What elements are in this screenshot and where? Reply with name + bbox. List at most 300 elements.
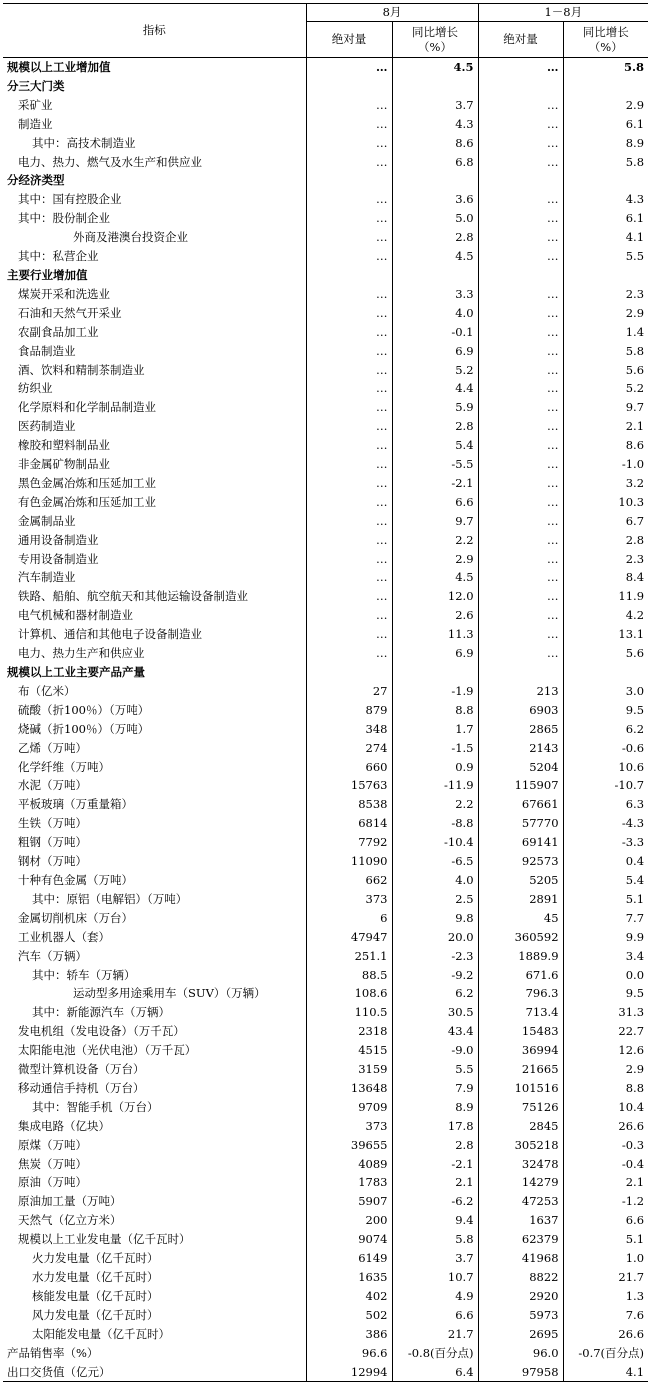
august-absolute: 251.1 [306,947,392,966]
table-row [3,531,648,550]
august-growth: 6.4 [392,1363,478,1382]
indicator-label: 计算机、通信和其他电子设备制造业 [18,627,202,642]
jan-aug-growth: 5.2 [563,379,648,398]
jan-aug-growth: 4.1 [563,1363,648,1382]
jan-aug-absolute: 96.0 [478,1344,563,1363]
table-row [3,720,648,739]
august-growth: 5.5 [392,1060,478,1079]
august-absolute: … [306,96,392,115]
august-growth: 5.4 [392,436,478,455]
indicator-label: 烧碱（折100％）（万吨） [18,721,150,736]
indicator-label: 分经济类型 [7,173,65,188]
table-row [3,417,648,436]
indicator-label: 硫酸（折100％）（万吨） [18,702,150,717]
august-absolute [306,663,392,682]
jan-aug-growth: 13.1 [563,625,648,644]
indicator-label: 电气机械和器材制造业 [18,608,133,623]
jan-aug-absolute: … [478,342,563,361]
jan-aug-absolute [478,663,563,682]
august-absolute: … [306,512,392,531]
august-growth: 2.8 [392,1136,478,1155]
table-row [3,209,648,228]
august-absolute: 15763 [306,776,392,795]
indicator-label: 有色金属冶炼和压延加工业 [18,494,156,509]
august-growth: -8.8 [392,814,478,833]
august-growth: -10.4 [392,833,478,852]
jan-aug-absolute: … [478,115,563,134]
indicator-label: 汽车制造业 [18,570,76,585]
august-growth: -9.0 [392,1041,478,1060]
table-row [3,247,648,266]
august-absolute: … [306,228,392,247]
indicator-label: 水力发电量（亿千瓦时） [32,1270,159,1284]
table-row [3,1173,648,1192]
jan-aug-absolute: 67661 [478,795,563,814]
table-header [3,4,648,58]
august-growth: -9.2 [392,966,478,985]
jan-aug-growth: 6.7 [563,512,648,531]
august-absolute: 6814 [306,814,392,833]
august-growth: -2.3 [392,947,478,966]
table-row [3,852,648,871]
jan-aug-growth: 6.6 [563,1211,648,1230]
jan-aug-growth: 8.9 [563,134,648,153]
jan-aug-absolute [478,171,563,190]
jan-aug-growth: 8.8 [563,1079,648,1098]
section-row [3,266,648,285]
august-growth: -1.5 [392,739,478,758]
august-absolute: … [306,493,392,512]
august-growth: 2.2 [392,531,478,550]
jan-aug-growth: 6.1 [563,115,648,134]
jan-aug-growth: 9.7 [563,398,648,417]
table-row [3,984,648,1003]
table-row [3,342,648,361]
august-growth: 6.2 [392,984,478,1003]
indicator-label: 其中：私营企业 [18,249,99,264]
table-row [3,1155,648,1174]
indicator-label: 汽车（万辆） [18,948,87,963]
indicator-label: 其中：智能手机（万台） [32,1099,159,1114]
august-absolute: 108.6 [306,984,392,1003]
august-absolute: 9074 [306,1230,392,1249]
jan-aug-growth: 10.4 [563,1098,648,1117]
indicator-label: 太阳能电池（光伏电池）（万千瓦） [18,1043,197,1058]
indicator-label: 焦炭（万吨） [18,1156,87,1171]
table-row [3,776,648,795]
header-growth-jan-aug: 同比增长 （%） [563,22,648,58]
august-absolute: … [306,304,392,323]
august-absolute: … [306,474,392,493]
jan-aug-growth: 2.1 [563,417,648,436]
jan-aug-absolute: 75126 [478,1098,563,1117]
indicator-label: 太阳能发电量（亿千瓦时） [32,1326,170,1341]
table-row [3,153,648,172]
jan-aug-growth: 3.4 [563,947,648,966]
jan-aug-growth: 9.5 [563,984,648,1003]
table-row [3,909,648,928]
header-abs-jan-aug: 绝对量 [478,22,563,58]
jan-aug-absolute: … [478,587,563,606]
august-absolute: … [306,342,392,361]
table-row [3,474,648,493]
table-row [3,1287,648,1306]
jan-aug-growth: 6.3 [563,795,648,814]
table-row [3,1136,648,1155]
header-period-august: 8月 [306,4,478,22]
table-row [3,795,648,814]
august-absolute: 502 [306,1306,392,1325]
indicator-label: 粗钢（万吨） [18,835,87,850]
august-growth: 12.0 [392,587,478,606]
table-row [3,190,648,209]
jan-aug-absolute: 41968 [478,1249,563,1268]
august-growth [392,266,478,285]
table-row [3,928,648,947]
jan-aug-growth: 26.6 [563,1325,648,1344]
indicator-label: 生铁（万吨） [18,816,87,831]
indicator-label: 平板玻璃（万重量箱） [18,797,133,812]
august-growth: 5.8 [392,1230,478,1249]
indicator-label: 酒、饮料和精制茶制造业 [18,362,145,377]
indicator-label: 火力发电量（亿千瓦时） [32,1251,159,1266]
jan-aug-absolute: … [478,379,563,398]
indicator-label: 煤炭开采和洗选业 [18,286,110,301]
august-growth: -0.8(百分点) [392,1344,478,1363]
jan-aug-growth: 1.3 [563,1287,648,1306]
august-absolute: 1783 [306,1173,392,1192]
august-absolute: … [306,209,392,228]
jan-aug-growth: 2.8 [563,531,648,550]
august-absolute: … [306,323,392,342]
table-row [3,701,648,720]
jan-aug-growth: 7.7 [563,909,648,928]
jan-aug-absolute: … [478,398,563,417]
indicator-label: 水泥（万吨） [18,778,87,793]
indicator-label: 电力、热力、燃气及水生产和供应业 [18,154,202,169]
indicator-label: 其中：新能源汽车（万辆） [32,1005,170,1020]
table-row [3,739,648,758]
jan-aug-growth: 5.4 [563,871,648,890]
indicator-label: 医药制造业 [18,419,76,434]
table-body [3,58,648,1382]
table-row [3,96,648,115]
table-row [3,1192,648,1211]
table-row [3,1249,648,1268]
august-growth: 4.4 [392,379,478,398]
august-absolute [306,266,392,285]
august-absolute: 660 [306,758,392,777]
august-absolute: 8538 [306,795,392,814]
august-absolute: … [306,531,392,550]
jan-aug-growth: -0.7(百分点) [563,1344,648,1363]
table-row [3,1230,648,1249]
august-absolute: 7792 [306,833,392,852]
jan-aug-absolute: … [478,436,563,455]
jan-aug-growth: 22.7 [563,1022,648,1041]
table-row [3,966,648,985]
august-absolute: 3159 [306,1060,392,1079]
august-absolute: 88.5 [306,966,392,985]
jan-aug-growth: 2.3 [563,285,648,304]
jan-aug-absolute: 45 [478,909,563,928]
jan-aug-growth: 6.2 [563,720,648,739]
august-absolute: … [306,398,392,417]
indicator-label: 通用设备制造业 [18,532,99,547]
indicator-label: 集成电路（亿块） [18,1118,110,1133]
jan-aug-absolute: 62379 [478,1230,563,1249]
indicator-label: 其中：轿车（万辆） [32,967,136,982]
section-row [3,58,648,77]
august-growth: 9.7 [392,512,478,531]
indicator-label: 化学纤维（万吨） [18,759,110,774]
august-absolute: 200 [306,1211,392,1230]
jan-aug-growth [563,77,648,96]
august-growth: 4.0 [392,304,478,323]
august-growth: 3.7 [392,96,478,115]
table-row [3,379,648,398]
august-absolute: … [306,190,392,209]
indicator-label: 分三大门类 [7,78,65,93]
august-growth: 9.4 [392,1211,478,1230]
indicator-label: 主要行业增加值 [7,267,88,282]
indicator-label: 金属制品业 [18,513,76,528]
jan-aug-growth: 5.1 [563,890,648,909]
table-row [3,115,648,134]
jan-aug-growth: 2.9 [563,304,648,323]
header-period-jan-aug: 1－8月 [478,4,648,22]
indicator-label: 钢材（万吨） [18,854,87,869]
jan-aug-growth: 2.1 [563,1173,648,1192]
jan-aug-absolute: … [478,228,563,247]
august-absolute: … [306,568,392,587]
august-absolute: … [306,436,392,455]
jan-aug-absolute: 15483 [478,1022,563,1041]
table-row [3,814,648,833]
jan-aug-absolute: 92573 [478,852,563,871]
august-growth [392,171,478,190]
august-absolute: 662 [306,871,392,890]
jan-aug-growth: 8.6 [563,436,648,455]
august-absolute: 879 [306,701,392,720]
table-row [3,568,648,587]
august-absolute: 4515 [306,1041,392,1060]
august-absolute: 5907 [306,1192,392,1211]
table-row [3,1325,648,1344]
august-absolute: … [306,625,392,644]
august-growth: 4.5 [392,568,478,587]
indicator-label: 其中：原铝（电解铝）（万吨） [32,891,188,906]
jan-aug-absolute: 8822 [478,1268,563,1287]
jan-aug-absolute: … [478,550,563,569]
table-row [3,871,648,890]
august-growth: 10.7 [392,1268,478,1287]
header-indicator: 指标 [3,4,306,58]
jan-aug-growth: 5.5 [563,247,648,266]
jan-aug-absolute: 97958 [478,1363,563,1382]
august-growth: 8.8 [392,701,478,720]
jan-aug-absolute: … [478,568,563,587]
table-row [3,833,648,852]
jan-aug-growth: 0.4 [563,852,648,871]
august-absolute: … [306,247,392,266]
august-absolute: … [306,379,392,398]
jan-aug-absolute: 6903 [478,701,563,720]
august-absolute: 12994 [306,1363,392,1382]
jan-aug-absolute: … [478,285,563,304]
jan-aug-absolute: … [478,493,563,512]
august-absolute: 4089 [306,1155,392,1174]
august-absolute: 47947 [306,928,392,947]
august-growth: 2.9 [392,550,478,569]
indicator-label: 农副食品加工业 [18,324,99,339]
jan-aug-absolute: … [478,134,563,153]
august-absolute: 402 [306,1287,392,1306]
jan-aug-growth: -1.2 [563,1192,648,1211]
jan-aug-absolute [478,266,563,285]
jan-aug-growth: 5.6 [563,361,648,380]
jan-aug-absolute: 2865 [478,720,563,739]
august-growth: 6.9 [392,342,478,361]
indicator-label: 发电机组（发电设备）（万千瓦） [18,1024,185,1039]
jan-aug-absolute: 1637 [478,1211,563,1230]
indicator-label: 化学原料和化学制品制造业 [18,400,156,415]
august-growth: 5.0 [392,209,478,228]
jan-aug-absolute: … [478,361,563,380]
august-growth: 43.4 [392,1022,478,1041]
jan-aug-growth: 3.2 [563,474,648,493]
jan-aug-growth [563,266,648,285]
section-row [3,663,648,682]
august-absolute: … [306,134,392,153]
indicator-label: 其中：高技术制造业 [32,135,136,150]
jan-aug-growth: 5.8 [563,58,648,77]
august-absolute: 274 [306,739,392,758]
table-row [3,361,648,380]
august-absolute: 2318 [306,1022,392,1041]
table-row [3,606,648,625]
jan-aug-growth: 9.5 [563,701,648,720]
table-row [3,682,648,701]
table-row [3,512,648,531]
indicator-label: 产品销售率（%） [7,1345,99,1360]
jan-aug-absolute: … [478,190,563,209]
indicator-label: 非金属矿物制品业 [18,457,110,472]
jan-aug-absolute: 671.6 [478,966,563,985]
jan-aug-growth: -3.3 [563,833,648,852]
jan-aug-absolute: … [478,58,563,77]
indicator-label: 规模以上工业发电量（亿千瓦时） [18,1232,191,1247]
jan-aug-absolute: 115907 [478,776,563,795]
jan-aug-absolute: 213 [478,682,563,701]
jan-aug-absolute: 2143 [478,739,563,758]
indicator-label: 十种有色金属（万吨） [18,872,133,887]
august-absolute: 373 [306,1117,392,1136]
jan-aug-growth: 8.4 [563,568,648,587]
august-growth: 5.9 [392,398,478,417]
jan-aug-growth: 3.0 [563,682,648,701]
header-abs-august: 绝对量 [306,22,392,58]
august-growth: 21.7 [392,1325,478,1344]
table-row [3,436,648,455]
august-growth: 1.7 [392,720,478,739]
august-growth: 4.0 [392,871,478,890]
august-absolute: 96.6 [306,1344,392,1363]
august-absolute: … [306,644,392,663]
jan-aug-absolute: 2920 [478,1287,563,1306]
indicator-label: 外商及港澳台投资企业 [73,230,188,245]
jan-aug-absolute: 2891 [478,890,563,909]
august-growth: -0.1 [392,323,478,342]
august-absolute: 1635 [306,1268,392,1287]
jan-aug-growth: 5.1 [563,1230,648,1249]
august-absolute: 373 [306,890,392,909]
indicator-label: 布（亿米） [18,683,76,698]
august-absolute: 9709 [306,1098,392,1117]
august-growth: 3.7 [392,1249,478,1268]
august-absolute: … [306,361,392,380]
table-row [3,304,648,323]
table-row [3,947,648,966]
august-growth: 6.8 [392,153,478,172]
jan-aug-growth: 5.8 [563,342,648,361]
jan-aug-growth: 1.0 [563,1249,648,1268]
jan-aug-absolute: … [478,323,563,342]
august-growth: -11.9 [392,776,478,795]
august-absolute: … [306,587,392,606]
table-row [3,1003,648,1022]
indicator-label: 铁路、船舶、航空航天和其他运输设备制造业 [18,589,248,604]
table-row [3,587,648,606]
august-growth: 6.6 [392,493,478,512]
august-growth: 11.3 [392,625,478,644]
august-absolute: … [306,417,392,436]
august-growth: 2.6 [392,606,478,625]
jan-aug-absolute: … [478,304,563,323]
indicator-label: 专用设备制造业 [18,551,99,566]
table-row [3,758,648,777]
indicator-label: 电力、热力生产和供应业 [18,646,145,661]
jan-aug-absolute: … [478,644,563,663]
table-row [3,1117,648,1136]
jan-aug-absolute: 1889.9 [478,947,563,966]
august-growth: -6.2 [392,1192,478,1211]
jan-aug-growth: 21.7 [563,1268,648,1287]
indicator-label: 运动型多用途乘用车（SUV）（万辆） [73,986,266,1001]
indicator-label: 黑色金属冶炼和压延加工业 [18,475,156,490]
table-row [3,550,648,569]
august-growth: -1.9 [392,682,478,701]
table-row [3,134,648,153]
table-row [3,398,648,417]
jan-aug-absolute: 69141 [478,833,563,852]
table-row [3,1022,648,1041]
jan-aug-growth: 7.6 [563,1306,648,1325]
jan-aug-growth: 11.9 [563,587,648,606]
jan-aug-growth: 1.4 [563,323,648,342]
jan-aug-absolute: 101516 [478,1079,563,1098]
jan-aug-growth: 4.1 [563,228,648,247]
august-absolute: 110.5 [306,1003,392,1022]
jan-aug-growth: -10.7 [563,776,648,795]
jan-aug-growth: 2.9 [563,1060,648,1079]
jan-aug-growth: 2.9 [563,96,648,115]
jan-aug-absolute [478,77,563,96]
indicator-label: 制造业 [18,116,53,131]
august-growth: 6.9 [392,644,478,663]
table-row [3,1211,648,1230]
august-growth: 4.5 [392,58,478,77]
